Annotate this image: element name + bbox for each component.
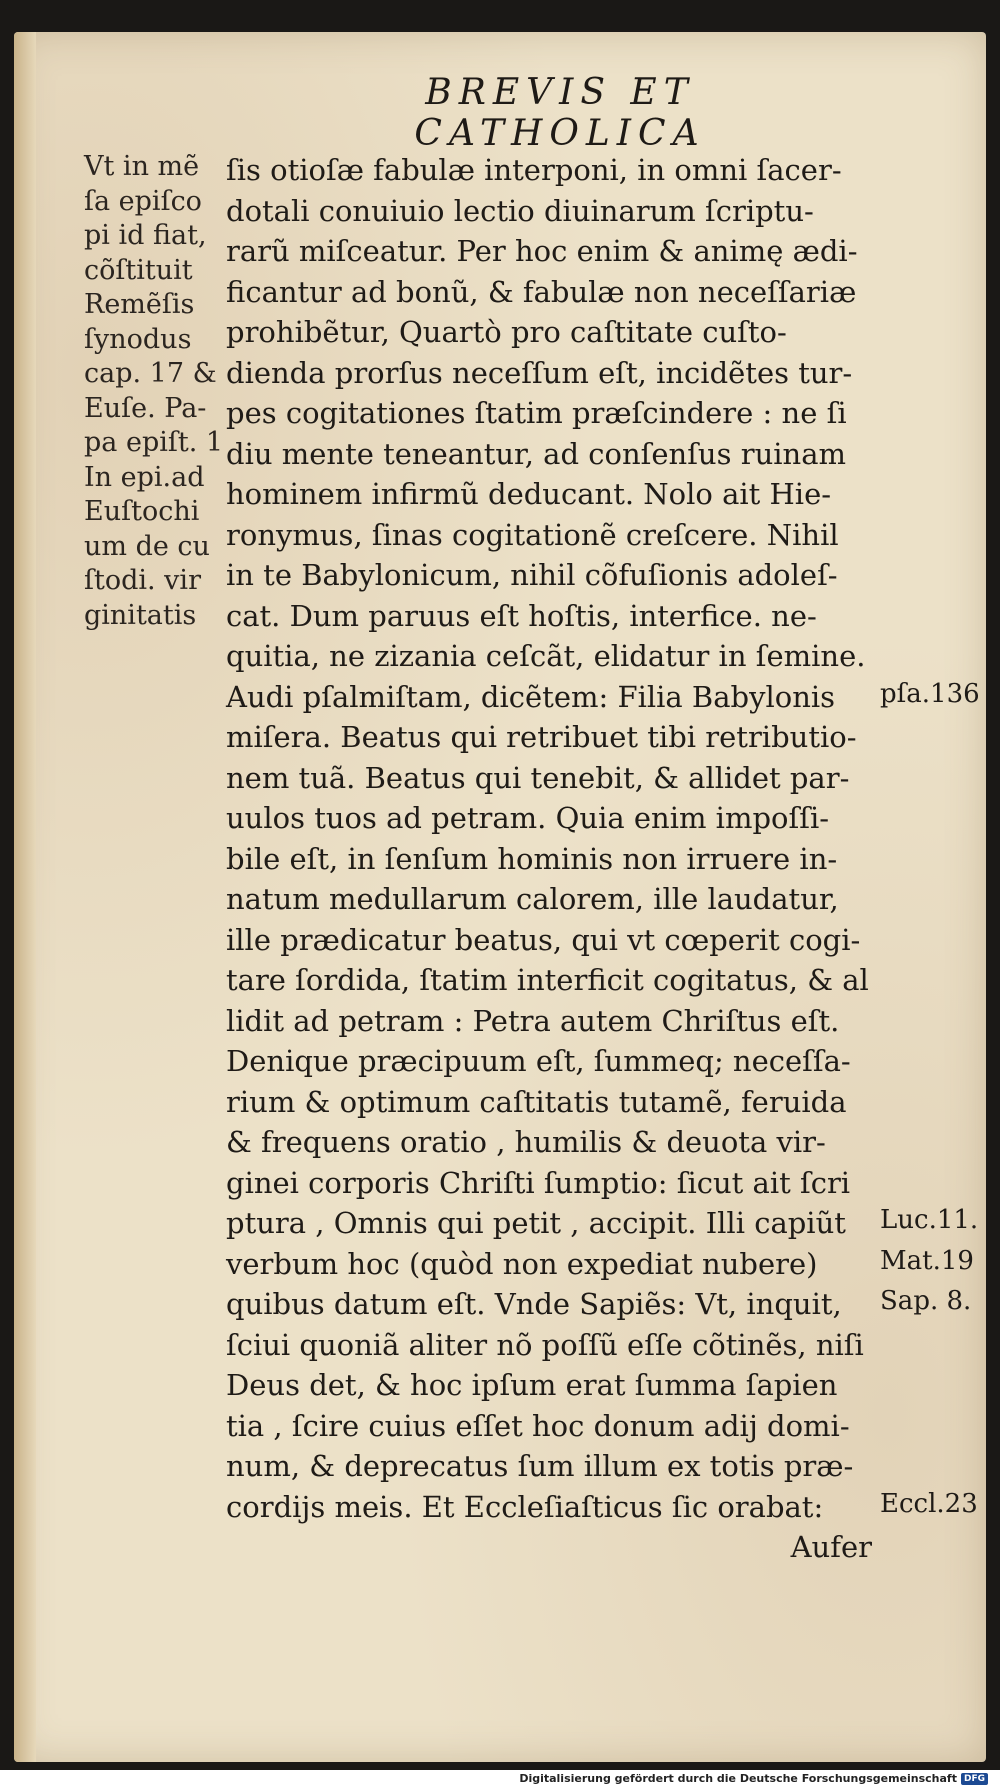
text-line: Audi pſalmiſtam, dicẽtem: Filia Babylonis [226,679,836,714]
right-margin-note: Eccl.23 [880,1488,978,1519]
text-line: ginei corporis Chriſti ſumptio: ſicut ait ſcri [226,1165,851,1200]
text-line: cordijs meis. Et Eccleſiaſticus ſic orabat: [226,1489,824,1524]
margin-note-line: um de cu [84,530,210,562]
text-line: ſis otioſæ fabulæ interponi, in omni ſacer- [226,153,842,187]
right-margin-note: Mat.19 [880,1245,974,1276]
running-head: BREVIS ET CATHOLICA [414,72,706,154]
text-line: prohibẽtur, Quartò pro caſtitate cuſto- [226,315,787,349]
margin-note-line: Euſtochi [84,496,200,527]
text-line: num, & deprecatus ſum illum ex totis præ- [226,1449,854,1483]
body-text [226,150,886,1568]
margin-note-line: cõſtituit [84,254,193,286]
footer-credit [519,1772,988,1785]
left-margin-note [84,150,224,633]
margin-note-line: ginitatis [84,599,197,631]
text-line: Denique præcipuum eſt, ſummeq; neceſſa- [226,1044,851,1078]
margin-note-line: Remẽſis [84,289,195,320]
text-line: tia , ſcire cuius eſſet hoc donum adij domi- [226,1408,850,1443]
text-line: dienda prorſus neceſſum eſt, incidẽtes tur- [226,355,853,390]
text-line: rium & optimum caſtitatis tutamẽ, feruida [226,1084,847,1119]
text-line: natum medullarum calorem, ille laudatur, [226,882,839,916]
right-margin-note: Sap. 8. [880,1286,972,1316]
text-line: ficantur ad bonũ, & fabulæ non neceſſariæ [226,274,857,309]
margin-note-line: ſynodus [84,323,192,355]
text-line: cat. Dum paruus eſt hoſtis, interfice. ne- [226,598,817,633]
dfg-logo: DFG [961,1773,988,1785]
text-line: verbum hoc (quòd non expediat nubere) [226,1246,818,1281]
margin-note-line: In epi.ad [84,461,205,493]
text-line: quitia, ne zizania ceſcãt, elidatur in ſemine. [226,639,866,673]
text-line: ille prædicatur beatus, qui vt cœperit cogi- [226,922,861,957]
text-line: ptura , Omnis qui petit , accipit. Illi capiũt [226,1206,846,1240]
text-line: miſera. Beatus qui retribuet tibi retributio- [226,720,857,754]
right-margin-note: pſa.136 [880,678,980,709]
text-line: diu mente teneantur, ad conſenſus ruinam [226,436,846,471]
catchword: Aufer [790,1530,872,1564]
text-line: in te Babylonicum, nihil cõfuſionis adoleſ- [226,558,838,592]
margin-note-line: Vt in mẽ [84,151,200,182]
text-line: ronymus, ſinas cogitationẽ creſcere. Nihil [226,517,839,552]
text-line: tare ſordida, ſtatim interficit cogitatus, & al [226,963,869,997]
text-line: & frequens oratio , humilis & deuota vir- [226,1125,826,1159]
footer-credit-text: Digitalisierung gefördert durch die Deutsche Forschungsgemeinschaft [519,1772,957,1785]
text-line: rarũ miſceatur. Per hoc enim & animę ædi- [226,234,858,268]
page-edge [14,32,36,1762]
text-line: uulos tuos ad petram. Quia enim impoſſi- [226,801,830,835]
text-line: bile eſt, in ſenſum hominis non irruere in- [226,841,838,876]
margin-note-line: pa epiſt. 1 [84,427,224,458]
text-line: dotali conuiuio lectio diuinarum ſcriptu- [226,193,814,228]
margin-note-line: ſa epiſco [84,185,202,217]
margin-note-line: ſtodi. vir [84,565,201,596]
text-line: Deus det, & hoc ipſum erat ſumma ſapien [226,1368,838,1402]
text-line: lidit ad petram : Petra autem Chriſtus eſt. [226,1003,840,1038]
margin-note-line: Euſe. Pa- [84,392,207,424]
text-line: nem tuã. Beatus qui tenebit, & allidet par- [226,760,850,795]
margin-note-line: cap. 17 & [84,358,217,389]
margin-note-line: pi id fiat, [84,220,207,251]
text-line: quibus datum eſt. Vnde Sapiẽs: Vt, inquit, [226,1287,842,1321]
text-line: hominem infirmũ deducant. Nolo ait Hie- [226,477,832,511]
text-line: ſciui quoniã aliter nõ poſſũ eſſe cõtinẽs, niſi [226,1327,864,1362]
right-margin-note: Luc.11. [880,1205,979,1235]
text-line: pes cogitationes ſtatim præſcindere : ne ſi [226,396,847,430]
